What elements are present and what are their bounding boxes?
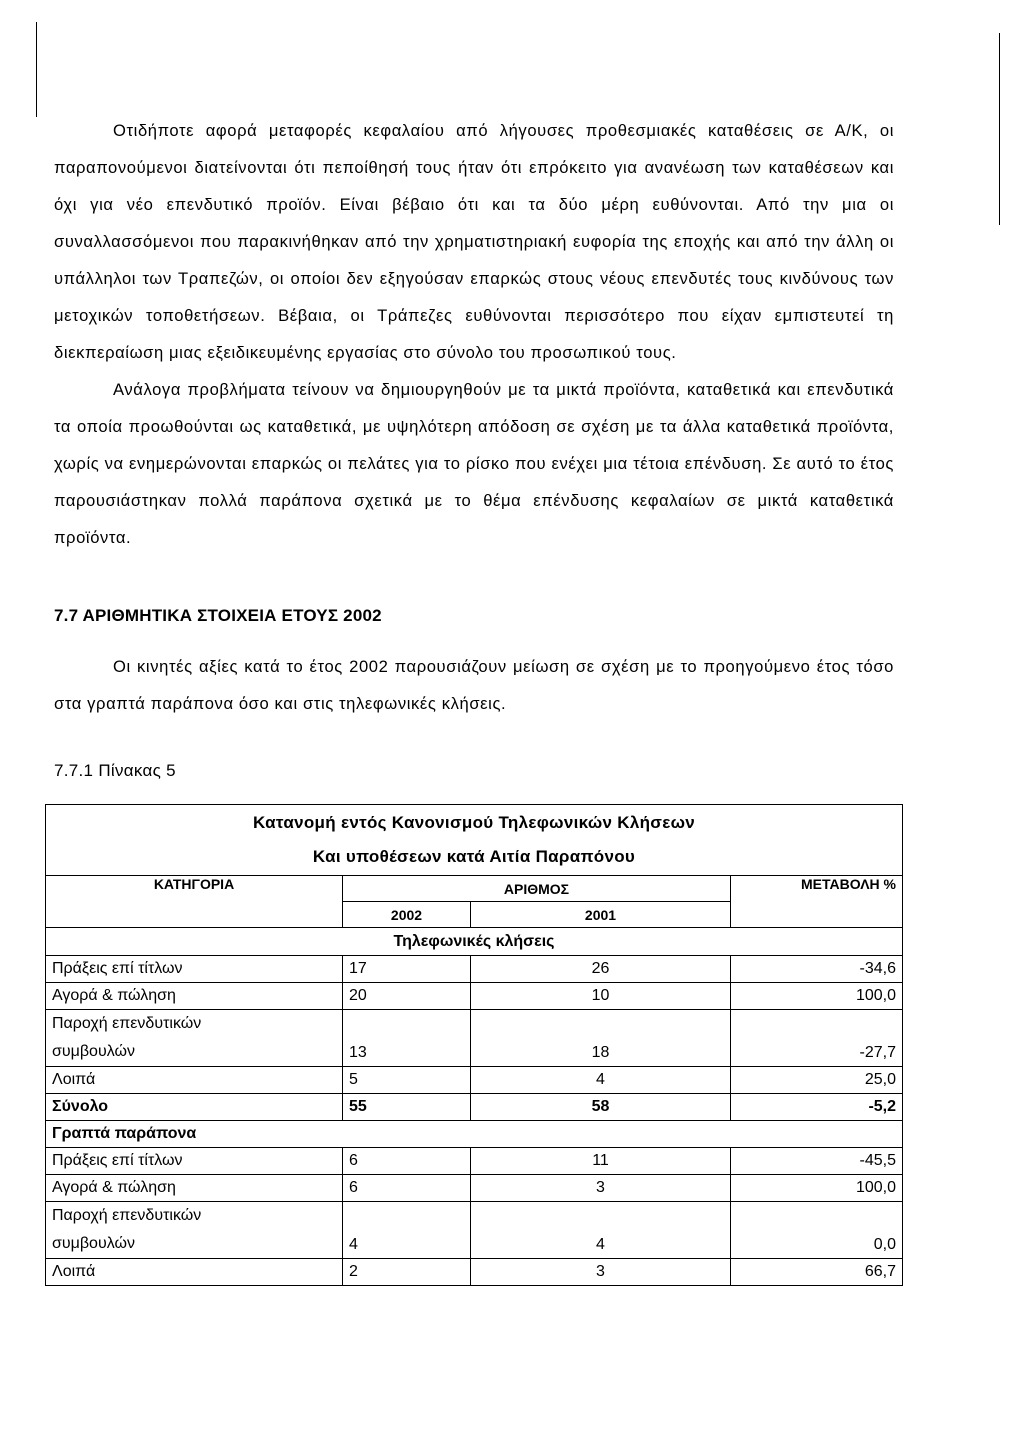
value-change: 0,0 <box>731 1202 903 1259</box>
row-label-line1: Παροχή επενδυτικών <box>52 1015 202 1032</box>
table-row <box>46 956 903 983</box>
row-label: Αγορά & πώληση <box>46 983 343 1010</box>
total-2002: 55 <box>343 1094 471 1121</box>
header-year-2002: 2002 <box>343 902 471 928</box>
value-change: 66,7 <box>731 1259 903 1286</box>
total-2001: 58 <box>471 1094 731 1121</box>
value-2001: 11 <box>471 1148 731 1175</box>
row-label-line1: Παροχή επενδυτικών <box>52 1207 202 1224</box>
value-change: 100,0 <box>731 1175 903 1202</box>
row-label: Λοιπά <box>46 1067 343 1094</box>
table-title-line1: Κατανομή εντός Κανονισμού Τηλεφωνικών Κλήσεων <box>253 813 696 832</box>
table-row <box>46 1010 903 1067</box>
table-row <box>46 1259 903 1286</box>
total-row <box>46 1094 903 1121</box>
row-label-line2: συμβουλών <box>52 1235 135 1252</box>
header-category: ΚΑΤΗΓΟΡΙΑ <box>46 876 343 928</box>
value-2001: 18 <box>471 1010 731 1067</box>
value-2002: 6 <box>343 1175 471 1202</box>
value-2001: 3 <box>471 1259 731 1286</box>
table-row <box>46 1175 903 1202</box>
value-2001: 4 <box>471 1202 731 1259</box>
header-change: ΜΕΤΑΒΟΛΗ % <box>731 876 903 928</box>
paragraph-2: Ανάλογα προβλήματα τείνουν να δημιουργηθούν με τα μικτά προϊόντα, καταθετικά και επενδυτικά τα οποία προωθούνται ως καταθετικά, με υψηλότερη απόδοση σε σχέση με τα άλλα καταθετικά προϊόντα, χωρίς να ενημερώνονται επαρκώς οι πελάτες για το ρίσκο που ενέχει μια τέτοια επένδυση. Σε αυτό το έτος παρουσιάστηκαν πολλά παράπονα σχετικά με το θέμα επένδυσης κεφαλαίων σε μικτά καταθετικά προϊόντα. <box>54 380 894 547</box>
right-margin-line <box>999 33 1000 225</box>
row-label: Πράξεις επί τίτλων <box>46 956 343 983</box>
value-change: -45,5 <box>731 1148 903 1175</box>
body-text <box>54 112 894 556</box>
table-row <box>46 1067 903 1094</box>
total-label: Σύνολο <box>46 1094 343 1121</box>
row-label <box>46 1010 343 1067</box>
table-title-line2: Και υποθέσεων κατά Αιτία Παραπόνου <box>312 847 636 866</box>
value-2001: 26 <box>471 956 731 983</box>
paragraph-3: Οι κινητές αξίες κατά το έτος 2002 παρουσιάζουν μείωση σε σχέση με το προηγούμενο έτος τόσο στα γραπτά παράπονα όσο και στις τηλεφωνικές κλήσεις. <box>54 657 894 713</box>
row-label-line2: συμβουλών <box>52 1043 135 1060</box>
value-change: 100,0 <box>731 983 903 1010</box>
row-label: Πράξεις επί τίτλων <box>46 1148 343 1175</box>
value-2002: 2 <box>343 1259 471 1286</box>
value-2001: 3 <box>471 1175 731 1202</box>
total-change: -5,2 <box>731 1094 903 1121</box>
section-heading: 7.7 ΑΡΙΘΜΗΤΙΚΑ ΣΤΟΙΧΕΙΑ ΕΤΟΥΣ 2002 <box>54 606 382 625</box>
value-change: -27,7 <box>731 1010 903 1067</box>
paragraph-1: Οτιδήποτε αφορά μεταφορές κεφαλαίου από λήγουσες προθεσμιακές καταθέσεις σε Α/Κ, οι παραπονούμενοι διατείνονται ότι πεποίθησή τους ήταν ότι επρόκειτο για ανανέωση των καταθέσεων και όχι για νέο επενδυτικό προϊόν. Είναι βέβαιο ότι και τα δύο μέρη ευθύνονται. Από την μια οι συναλλασσόμενοι που παρακινήθηκαν από την χρηματιστηριακή ευφορία της εποχής και από την άλλη οι υπάλληλοι των Τραπεζών, οι οποίοι δεν εξηγούσαν επαρκώς στους νέους επενδυτές τους κινδύνους των μετοχικών τοποθετήσεων. Βέβαια, οι Τράπεζες ευθύνονται περισσότερο που είχαν εμπιστευτεί τη διεκπεραίωση μιας εξειδικευμένης εργασίας στο σύνολο του προσωπικού τους. <box>54 121 894 362</box>
table-row <box>46 1148 903 1175</box>
table-caption: 7.7.1 Πίνακας 5 <box>54 761 176 780</box>
row-label: Αγορά & πώληση <box>46 1175 343 1202</box>
value-2002: 17 <box>343 956 471 983</box>
table-row <box>46 1202 903 1259</box>
value-2002: 4 <box>343 1202 471 1259</box>
section-written-complaints: Γραπτά παράπονα <box>46 1121 903 1148</box>
header-number: ΑΡΙΘΜΟΣ <box>343 876 731 902</box>
value-2001: 10 <box>471 983 731 1010</box>
value-change: 25,0 <box>731 1067 903 1094</box>
complaints-table <box>45 804 903 1286</box>
value-2001: 4 <box>471 1067 731 1094</box>
value-2002: 13 <box>343 1010 471 1067</box>
table-title <box>46 805 903 876</box>
value-2002: 5 <box>343 1067 471 1094</box>
section-phone-calls: Τηλεφωνικές κλήσεις <box>46 928 903 956</box>
value-change: -34,6 <box>731 956 903 983</box>
row-label <box>46 1202 343 1259</box>
left-margin-line <box>36 22 37 117</box>
header-year-2001: 2001 <box>471 902 731 928</box>
value-2002: 20 <box>343 983 471 1010</box>
table-row <box>46 983 903 1010</box>
row-label: Λοιπά <box>46 1259 343 1286</box>
value-2002: 6 <box>343 1148 471 1175</box>
